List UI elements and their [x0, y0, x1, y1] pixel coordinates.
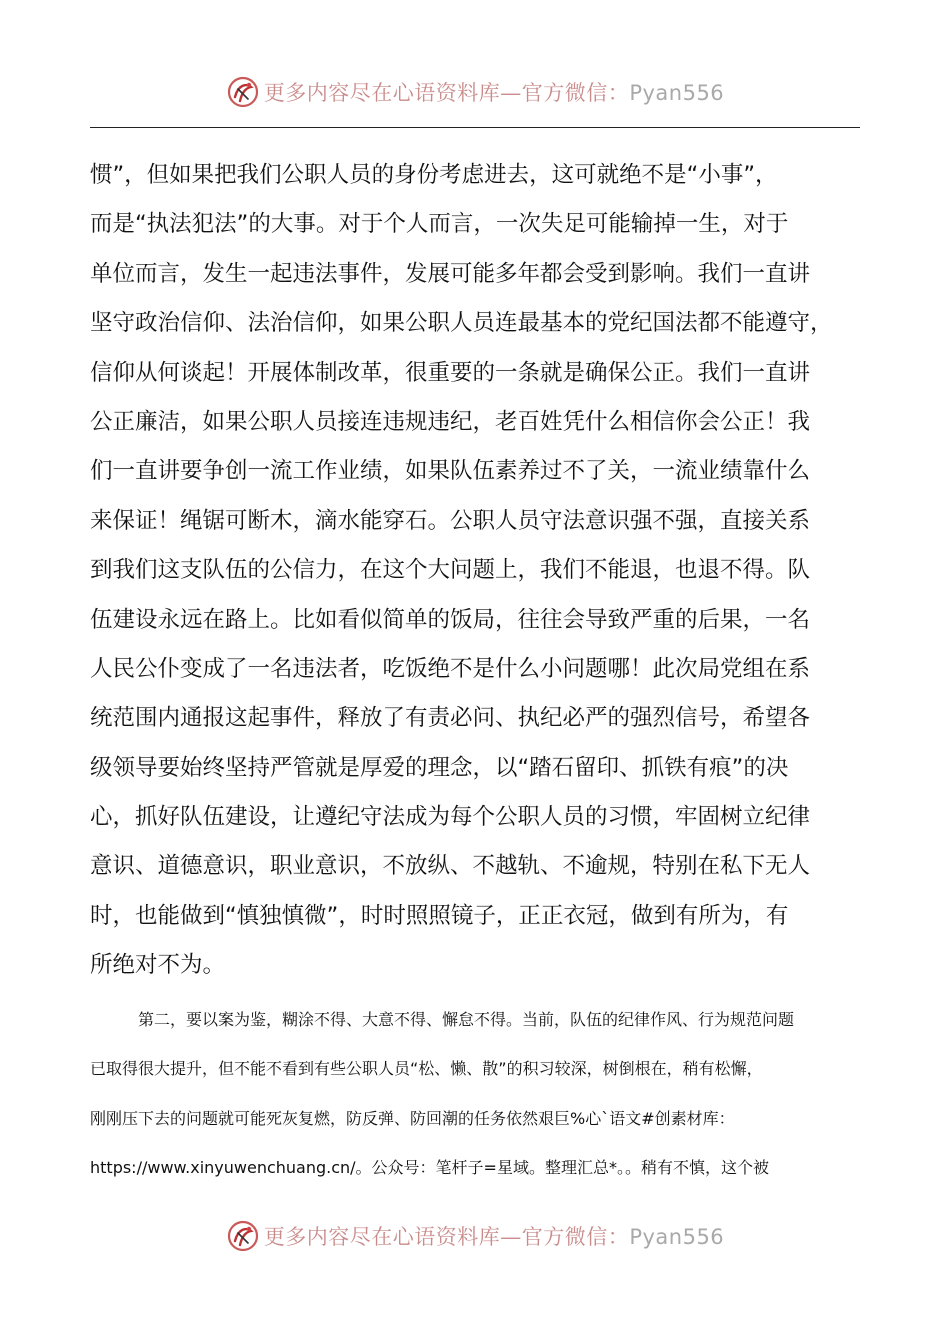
text-line: 坚守政治信仰、法治信仰，如果公职人员连最基本的党纪国法都不能遵守，	[90, 310, 833, 337]
paragraph-1	[90, 151, 870, 991]
text-line: 来保证！绳锯可断木，滴水能穿石。公职人员守法意识强不强，直接关系	[90, 507, 811, 534]
watermark-wechat-id: Pyan556	[629, 1225, 725, 1249]
watermark-text	[264, 77, 724, 107]
watermark-slogan: 更多内容尽在心语资料库—官方微信：	[263, 1225, 630, 1249]
text-line: 到我们这支队伍的公信力，在这个大问题上，我们不能退，也退不得。队	[90, 557, 811, 584]
text-line: 刚刚压下去的问题就可能死灰复燃，防反弹、防回潮的任务依然艰巨%心`语文#创素材库：	[90, 1108, 735, 1128]
text-line: 单位而言，发生一起违法事件，发展可能多年都会受到影响。我们一直讲	[90, 260, 811, 287]
paragraph-2	[90, 995, 870, 1192]
watermark-header	[0, 72, 950, 112]
text-line: 信仰从何谈起！开展体制改革，很重要的一条就是确保公正。我们一直讲	[90, 359, 811, 386]
header-divider	[90, 127, 860, 128]
text-line: 而是“执法犯法”的大事。对于个人而言，一次失足可能输掉一生，对于	[90, 211, 789, 238]
text-line: 人民公仆变成了一名违法者，吃饭绝不是什么小问题哪！此次局党组在系	[90, 655, 811, 682]
text-line: 已取得很大提升，但不能不看到有些公职人员“松、懒、散”的积习较深，树倒根在，稍有松懈，	[90, 1059, 763, 1079]
text-line: 们一直讲要争创一流工作业绩，如果队伍素养过不了关，一流业绩靠什么	[90, 458, 811, 485]
text-line: 所绝对不为。	[90, 952, 226, 979]
text-line: 级领导要始终坚持严管就是厚爱的理念，以“踏石留印、抓铁有痕”的决	[90, 754, 789, 781]
text-line: 意识、道德意识，职业意识，不放纵、不越轨、不逾规，特别在私下无人	[90, 853, 811, 880]
red-seal-logo-icon	[226, 1219, 260, 1253]
text-line: 时，也能做到“慎独慎微”，时时照照镜子，正正衣冠，做到有所为，有	[90, 902, 789, 929]
watermark-footer	[0, 1216, 950, 1256]
text-line: 统范围内通报这起事件，释放了有责必问、执纪必严的强烈信号，希望各	[90, 705, 811, 732]
watermark-wechat-id: Pyan556	[629, 81, 725, 105]
text-line: 公正廉洁，如果公职人员接连违规违纪，老百姓凭什么相信你会公正！我	[90, 408, 811, 435]
text-line: 伍建设永远在路上。比如看似简单的饭局，往往会导致严重的后果，一名	[90, 606, 811, 633]
text-line: https://www.xinyuwenchuang.cn/。公众号：笔杆子=星域。整理汇总*。。稍有不慎，这个被	[90, 1157, 769, 1177]
text-line: 惯”，但如果把我们公职人员的身份考虑进去，这可就绝不是“小事”，	[90, 162, 778, 188]
red-seal-logo-icon	[226, 75, 260, 109]
watermark-slogan: 更多内容尽在心语资料库—官方微信：	[263, 81, 630, 105]
text-line: 第二，要以案为鉴，糊涂不得、大意不得、懈怠不得。当前，队伍的纪律作风、行为规范问题	[138, 1010, 795, 1029]
text-line: 心，抓好队伍建设，让遵纪守法成为每个公职人员的习惯，牢固树立纪律	[90, 804, 811, 831]
watermark-text	[264, 1221, 724, 1251]
